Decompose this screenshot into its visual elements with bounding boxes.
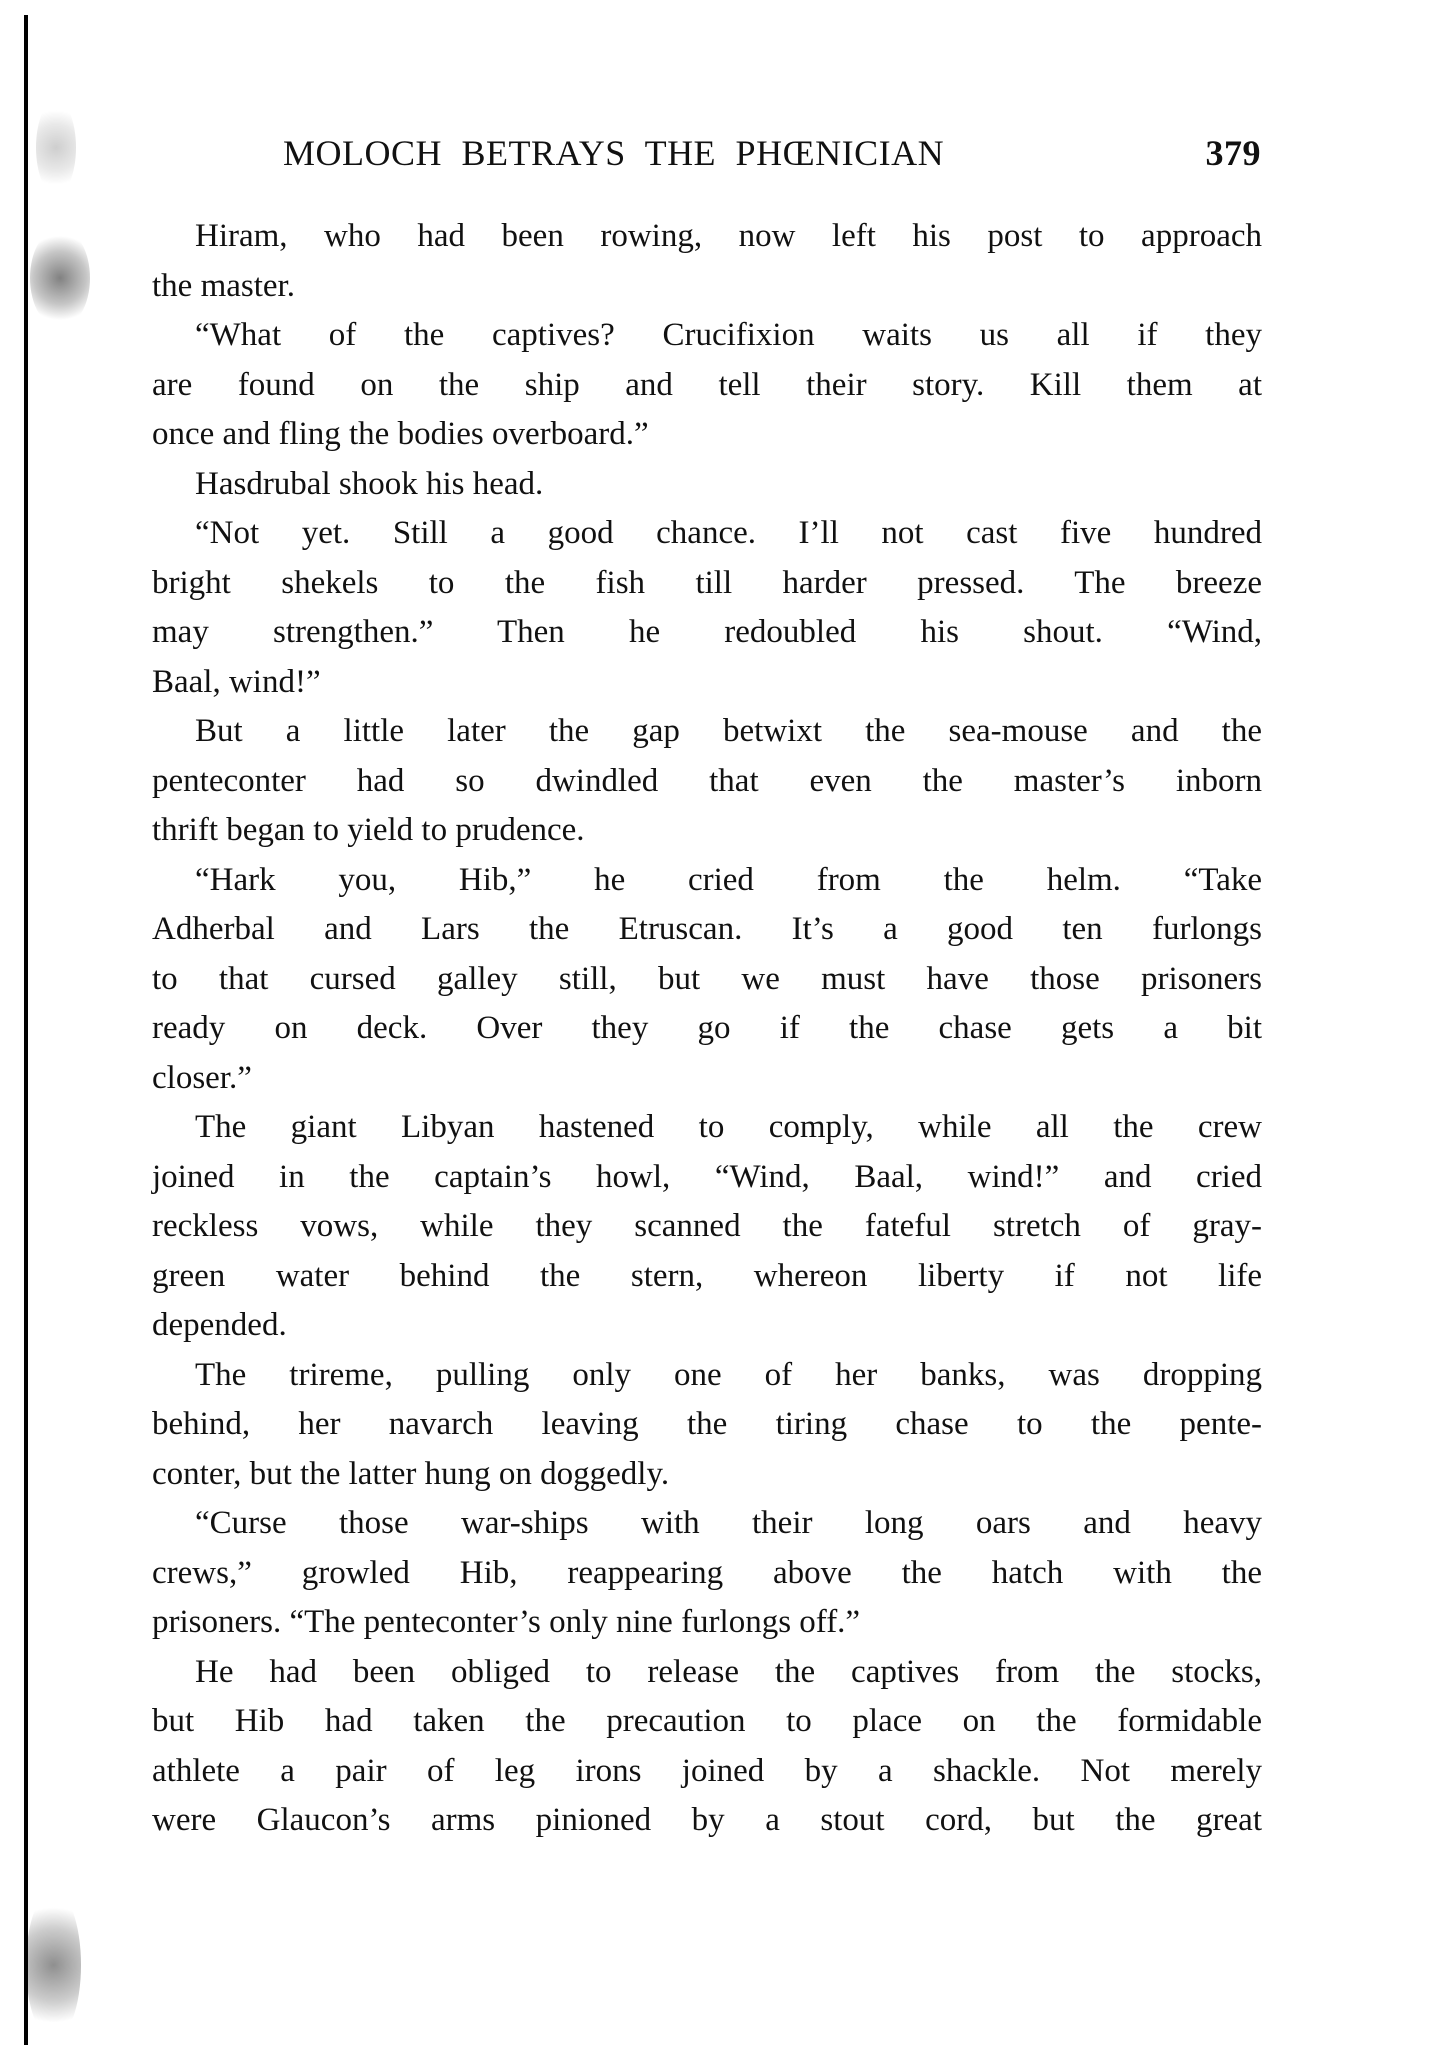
scan-artifact (30, 228, 90, 328)
text-line: athlete a pair of leg irons joined by a shackle. Not merely (152, 1752, 1262, 1789)
running-title: MOLOCH BETRAYS THE PHŒNICIAN (283, 133, 945, 173)
page-binding-edge (24, 15, 28, 2045)
text-line: “Hark you, Hib,” he cried from the helm. “Take (195, 861, 1262, 898)
text-line: to that cursed galley still, but we must have those prisoners (152, 960, 1262, 997)
scan-artifact (36, 100, 76, 195)
text-line: joined in the captain’s howl, “Wind, Baal, wind!” and cried (152, 1158, 1262, 1195)
text-line: “What of the captives? Crucifixion waits us all if they (195, 317, 1262, 353)
paragraph (152, 856, 1262, 1104)
text-line: He had been obliged to release the captives from the stocks, (195, 1653, 1262, 1690)
paragraph (152, 1499, 1262, 1648)
running-head (283, 131, 1263, 175)
text-line: green water behind the stern, whereon liberty if not life (152, 1257, 1262, 1294)
text-line: thrift began to yield to prudence. (152, 812, 585, 848)
text-line: penteconter had so dwindled that even the master’s inborn (152, 762, 1262, 799)
paragraph (152, 1648, 1262, 1846)
text-line: Hiram, who had been rowing, now left his post to approach (195, 218, 1262, 254)
text-line: are found on the ship and tell their story. Kill them at (152, 366, 1262, 403)
text-line: crews,” growled Hib, reappearing above the hatch with the (152, 1554, 1262, 1591)
paragraph (152, 509, 1262, 707)
text-line: But a little later the gap betwixt the sea-mouse and the (195, 713, 1262, 749)
text-line: conter, but the latter hung on doggedly. (152, 1455, 670, 1492)
text-line: behind, her navarch leaving the tiring chase to the pente- (152, 1406, 1262, 1442)
text-line: the master. (152, 267, 295, 304)
text-line: bright shekels to the fish till harder pressed. The breeze (152, 564, 1262, 601)
text-line: depended. (152, 1307, 287, 1343)
text-line: The giant Libyan hastened to comply, while all the crew (195, 1109, 1262, 1145)
text-line: may strengthen.” Then he redoubled his shout. “Wind, (152, 614, 1262, 650)
text-line: Baal, wind!” (152, 663, 321, 700)
text-line: but Hib had taken the precaution to place on the formidable (152, 1703, 1262, 1739)
scan-artifact (26, 1890, 81, 2040)
paragraph (152, 707, 1262, 856)
text-line: closer.” (152, 1059, 252, 1096)
text-line: The trireme, pulling only one of her banks, was dropping (195, 1356, 1262, 1393)
paragraph (152, 1103, 1262, 1351)
text-line: “Not yet. Still a good chance. I’ll not cast five hundred (195, 515, 1262, 551)
paragraph (152, 1351, 1262, 1500)
text-line: Adherbal and Lars the Etruscan. It’s a good ten furlongs (152, 911, 1262, 947)
paragraph (152, 311, 1262, 460)
text-line: prisoners. “The penteconter’s only nine furlongs off.” (152, 1604, 861, 1640)
paragraph (152, 460, 1262, 510)
text-line: ready on deck. Over they go if the chase gets a bit (152, 1010, 1262, 1046)
body-text (152, 212, 1262, 1846)
text-line: Hasdrubal shook his head. (195, 465, 544, 502)
text-line: were Glaucon’s arms pinioned by a stout cord, but the great (152, 1802, 1262, 1838)
page-number: 379 (1205, 133, 1261, 173)
text-line: reckless vows, while they scanned the fateful stretch of gray- (152, 1208, 1262, 1244)
text-line: once and fling the bodies overboard.” (152, 416, 649, 452)
text-line: “Curse those war-ships with their long oars and heavy (195, 1505, 1262, 1541)
paragraph (152, 212, 1262, 311)
